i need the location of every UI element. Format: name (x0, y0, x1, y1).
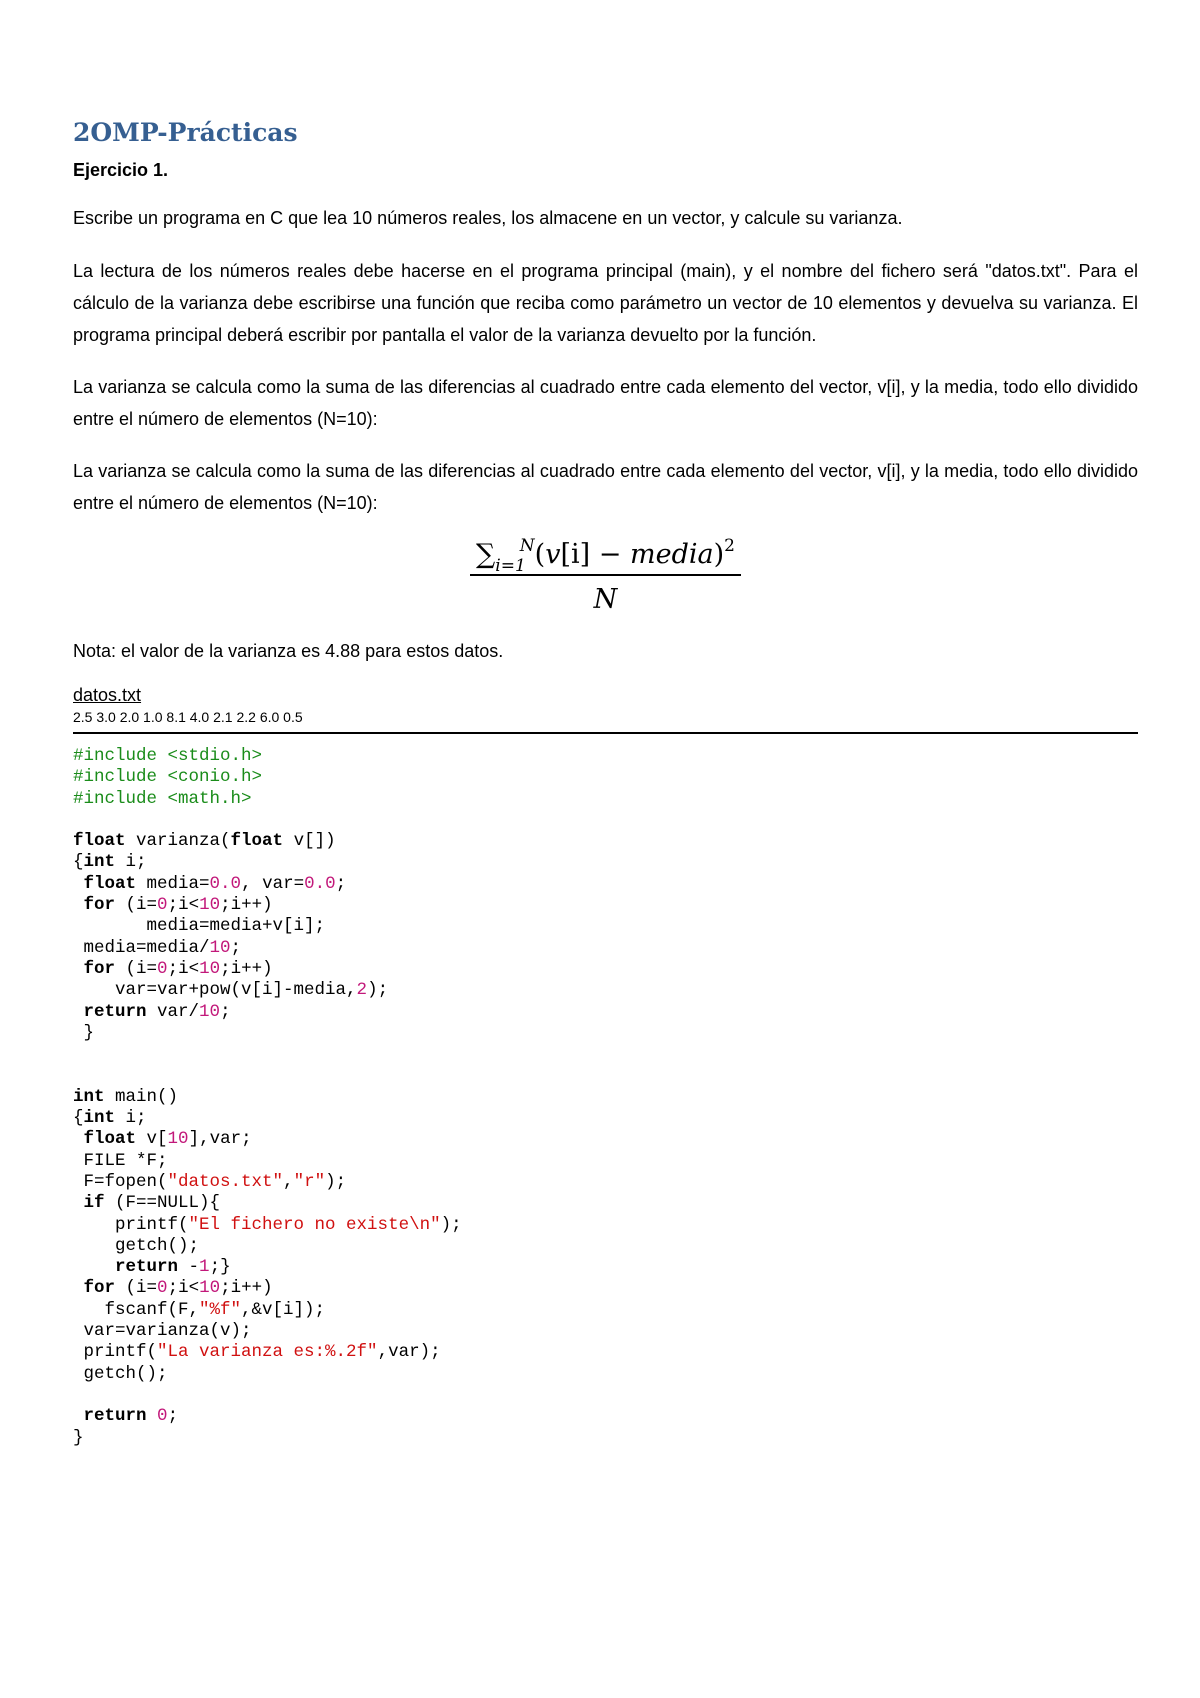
code-string: "r" (293, 1171, 326, 1192)
code-file-declaration: FILE *F; (73, 1150, 168, 1171)
code-if-null (73, 1193, 1138, 1214)
code-text: (i= (115, 895, 158, 916)
code-text: (i= (115, 1278, 158, 1299)
code-keyword: float (230, 831, 284, 852)
reading-paragraph: La lectura de los números reales debe hacerse en el programa principal (main), y el nombre del fichero será "datos.txt". Para el cálculo de la varianza debe escribirse una función que reciba como parámetro un vector de 10 elementos y devuelva su varianza. El programa principal deberá escribir por pantalla el valor de la varianza devuelto por la función. (73, 261, 1138, 345)
formula-close-paren: ) (713, 539, 725, 570)
code-for-loop (73, 959, 1138, 980)
code-text: , var= (241, 873, 305, 894)
data-file-name: datos.txt (73, 685, 142, 705)
code-text: media=media/ (73, 937, 210, 958)
code-number: 0 (157, 958, 168, 979)
variance-paragraph: La varianza se calcula como la suma de las diferencias al cuadrado entre cada elemento del vector, v[i], y la media, todo ello dividido entre el número de elementos (N=10): (73, 377, 1138, 429)
code-text: printf( (73, 1342, 158, 1363)
code-text: media= (136, 873, 210, 894)
code-fscanf (73, 1300, 1138, 1321)
variance-formula (73, 536, 1138, 615)
code-text: { (73, 1108, 84, 1129)
formula-open-paren: ( (534, 539, 546, 570)
code-text: printf( (73, 1214, 189, 1235)
code-text: (i= (115, 958, 158, 979)
formula-minus: − (590, 539, 630, 570)
code-text: v[]) (283, 831, 336, 852)
code-number: 10 (199, 895, 221, 916)
code-number: 10 (199, 1001, 221, 1022)
code-text: ); (440, 1214, 462, 1235)
code-string: "El fichero no existe\n" (188, 1214, 441, 1235)
code-text: ;i++) (220, 895, 273, 916)
code-blank-line (73, 1044, 1138, 1065)
code-int-declaration (73, 852, 1138, 873)
code-text (147, 1406, 158, 1426)
code-keyword: return (83, 1001, 147, 1022)
code-text: i; (115, 852, 147, 873)
code-text: - (178, 1257, 200, 1278)
code-text: var=var+pow(v[i]-media, (73, 980, 357, 1001)
code-printf-result (73, 1342, 1138, 1363)
code-keyword: for (83, 958, 116, 979)
code-keyword: return (115, 1257, 179, 1278)
code-text: F=fopen( (73, 1171, 168, 1192)
code-keyword: for (83, 895, 116, 916)
code-blank-line (73, 1065, 1138, 1086)
intro-paragraph: Escribe un programa en C que lea 10 números reales, los almacene en un vector, y calcule su varianza. (73, 208, 903, 228)
code-number: 2 (356, 980, 368, 1001)
code-text: v[ (136, 1129, 168, 1150)
code-media-divide (73, 938, 1138, 959)
code-text: ; (220, 1001, 231, 1022)
code-keyword: float (83, 873, 137, 894)
code-keyword: return (83, 1406, 147, 1427)
code-string: "La varianza es:%.2f" (157, 1342, 378, 1363)
code-blank-line (73, 810, 1138, 831)
sum-upper-limit: N (519, 536, 535, 556)
code-text: ;} (209, 1257, 231, 1278)
code-keyword: float (83, 1129, 137, 1150)
note-paragraph: Nota: el valor de la varianza es 4.88 para estos datos. (73, 641, 504, 661)
code-close-brace: } (73, 1022, 95, 1043)
code-float-declaration (73, 874, 1138, 895)
code-return-negative (73, 1257, 1138, 1278)
code-text: ],var; (188, 1129, 252, 1150)
code-function-signature (73, 831, 1138, 852)
code-include-stdio: #include <stdio.h> (73, 746, 263, 766)
code-keyword: for (83, 1278, 116, 1299)
code-keyword: int (83, 1108, 116, 1129)
code-number: 10 (199, 958, 221, 979)
code-keyword: int (83, 852, 116, 873)
code-text: ; (167, 1406, 179, 1427)
code-fopen (73, 1172, 1138, 1193)
code-number: 0.0 (304, 873, 336, 894)
code-for-loop (73, 895, 1138, 916)
code-keyword: float (73, 831, 126, 852)
code-text: (F==NULL){ (104, 1193, 221, 1214)
code-media-sum: media=media+v[i]; (73, 916, 326, 937)
code-text: ; (335, 873, 347, 894)
code-number: 0.0 (209, 873, 242, 894)
code-return-zero (73, 1406, 1138, 1427)
code-text: { (73, 852, 84, 873)
code-string: "%f" (199, 1299, 242, 1320)
separator-line (73, 732, 1138, 734)
exercise-heading: Ejercicio 1. (73, 160, 169, 180)
code-text: fscanf(F, (73, 1299, 200, 1320)
formula-v: v (545, 539, 561, 570)
code-number: 1 (199, 1257, 210, 1278)
page-title: 2OMP-Prácticas (73, 118, 298, 147)
code-text: ,var); (377, 1342, 441, 1363)
code-text: ; (230, 937, 242, 958)
code-keyword: int (73, 1086, 105, 1107)
data-file-values: 2.5 3.0 2.0 1.0 8.1 4.0 2.1 2.2 6.0 0.5 (73, 709, 303, 725)
code-getch: getch(); (73, 1363, 168, 1384)
code-keyword: if (83, 1193, 105, 1214)
formula-media: media (629, 539, 714, 570)
code-number: 10 (209, 937, 231, 958)
variance-paragraph-repeat: La varianza se calcula como la suma de las diferencias al cuadrado entre cada elemento del vector, v[i], y la media, todo ello dividido entre el número de elementos (N=10): (73, 461, 1138, 513)
code-text: varianza( (125, 831, 231, 852)
code-number: 10 (199, 1278, 221, 1299)
code-text: ); (367, 980, 389, 1001)
code-int-declaration (73, 1108, 1138, 1129)
sigma-symbol: ∑ (476, 539, 496, 570)
code-number: 0 (157, 1406, 168, 1427)
formula-index: [i] (560, 539, 591, 570)
code-text: ); (325, 1171, 347, 1192)
code-text: main() (104, 1086, 179, 1107)
code-text: ,&v[i]); (241, 1299, 326, 1320)
code-var-call: var=varianza(v); (73, 1321, 252, 1342)
formula-numerator (470, 536, 741, 576)
code-text: ;i++) (220, 1278, 273, 1299)
code-printf-error (73, 1215, 1138, 1236)
formula-denominator: N (593, 584, 618, 615)
code-text: ;i< (167, 1278, 200, 1299)
code-text: ;i< (167, 958, 200, 979)
code-var-accumulate (73, 980, 1138, 1001)
code-for-loop (73, 1278, 1138, 1299)
code-text: var/ (146, 1001, 200, 1022)
code-blank-line (73, 1385, 1138, 1406)
code-return-var (73, 1002, 1138, 1023)
code-text: i; (115, 1108, 147, 1129)
document-page (73, 118, 1138, 1449)
sum-lower-limit: i=1 (495, 556, 526, 576)
code-number: 10 (167, 1129, 189, 1150)
code-text: , (283, 1171, 294, 1192)
formula-exponent: 2 (724, 536, 735, 556)
code-include-math: #include <math.h> (73, 788, 252, 809)
code-block (73, 746, 1138, 1449)
code-close-brace: } (73, 1427, 84, 1448)
code-text: ;i< (167, 895, 200, 916)
code-string: "datos.txt" (167, 1171, 284, 1192)
code-include-conio: #include <conio.h> (73, 767, 263, 788)
code-getch: getch(); (73, 1235, 200, 1256)
code-main-signature (73, 1087, 1138, 1108)
code-number: 0 (157, 895, 168, 916)
code-text: ;i++) (220, 958, 273, 979)
code-number: 0 (157, 1278, 168, 1299)
code-float-array-declaration (73, 1129, 1138, 1150)
